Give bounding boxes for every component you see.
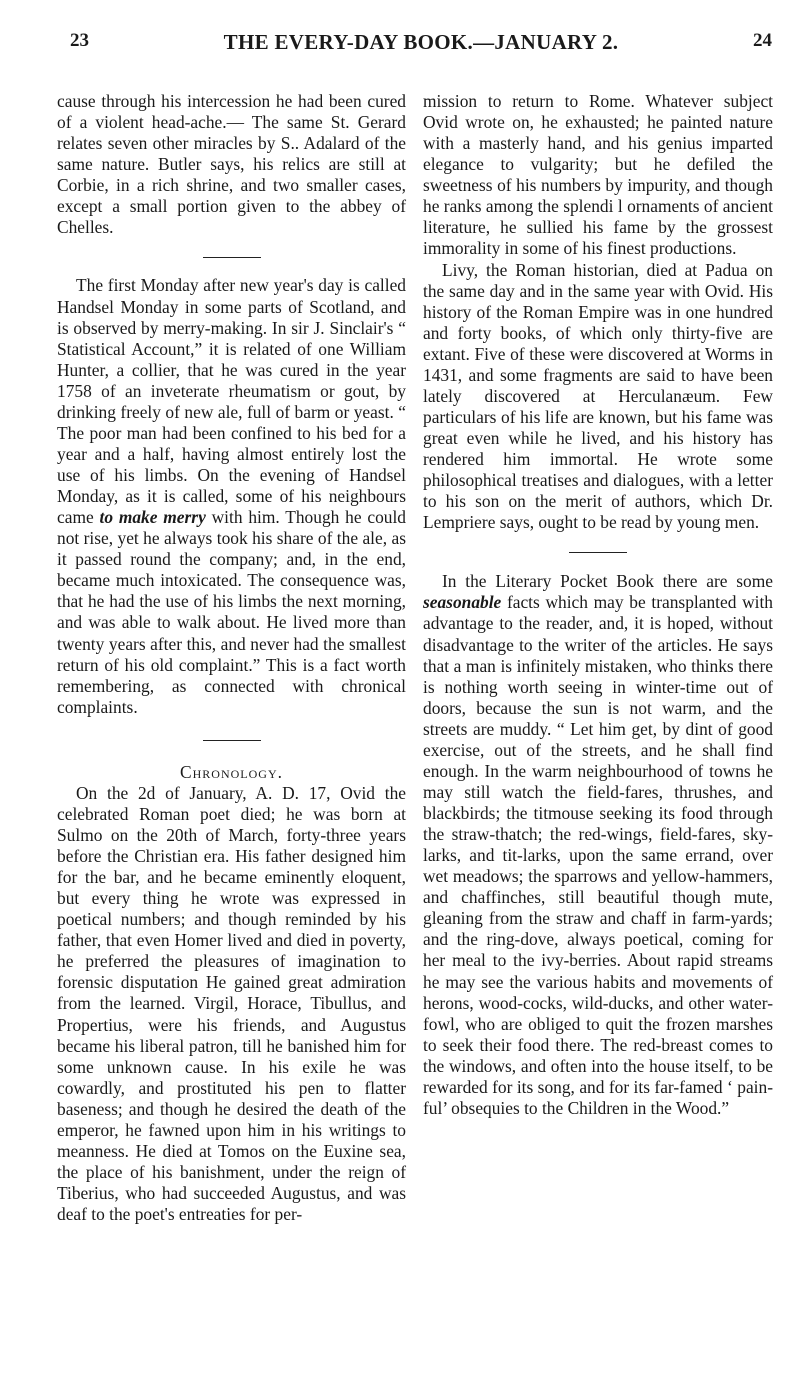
text-segment: with him. Though he could not rise, yet he always took his share of the ale, as it passed round the company; and, in the end, became much intoxicated. The consequence was, that he had the use of his limbs the next morning, and was able to walk about. He lived more than twenty years after this, and never had the smallest return of his old complaint.” This is a fact worth remembering, as connected with chronical complaints.	[57, 507, 407, 717]
section-heading-chronology: Chronology.	[180, 761, 283, 782]
text-segment: In the Literary Pocket Book there are some	[442, 571, 773, 592]
paragraph-handsel-monday	[57, 275, 406, 717]
paragraph-livy: Livy, the Roman historian, died at Padua on the same day and in the same year with Ovid. His history of the Roman Empire was in one hundred and forty books, of which only thirty-five are extant. Five of these were discovered at Worms in 1431, and some fragments are said to have been lately discovered at Herculanæum. Few particulars of his life are known, but his fame was great even while he lived, and his history has rendered him immortal. He wrote some philosophical treatises and dialogues, with a letter to his son on the merit of authors, which Dr. Lempriere says, ought to be read by young men.	[423, 259, 773, 533]
left-column	[57, 91, 406, 1225]
page-number-right: 24	[753, 30, 772, 51]
section-divider	[423, 533, 773, 571]
paragraph-ovid: On the 2d of January, A. D. 17, Ovid the celebrated Roman poet died; he was born at Sulmo on the 20th of March, forty-three years before the Christian era. His father designed him for the bar, and he became eminently eloquent, but every thing he wrote was expressed in poetical numbers; and though reminded by his father, that even Homer lived and died in poverty, he preferred the pleasures of imagination to forensic disputation He gained great admiration from the learned. Virgil, Horace, Tibullus, and Propertius, were his friends, and Augustus became his liberal patron, till he banished him for some unknown cause. In his exile he was cowardly, and prostituted his pen to flatter baseness; and though he desired the death of the emperor, he fawned upon him in his writings to meanness. He died at Tomos on the Euxine sea, the place of his banishment, under the reign of Tiberius, who had succeeded Augustus, and was deaf to the poet's entreaties for per-	[57, 782, 406, 1225]
running-header	[70, 30, 772, 56]
right-column	[423, 91, 773, 1119]
italic-phrase: to make merry	[99, 507, 206, 528]
section-divider	[57, 238, 406, 275]
italic-word: seasonable	[423, 592, 502, 613]
running-title: THE EVERY-DAY BOOK.—JANUARY 2.	[223, 30, 619, 54]
paragraph-relics: cause through his intercession he had been cured of a violent head-ache.— The same St. Gerard relates seven other miracles by S.. Adalard of the same nature. Butler says, his relics are still at Corbie, in a rich shrine, and two smaller cases, except a small portion given to the abbey of Chelles.	[57, 91, 406, 238]
text-segment: facts which may be transplanted with advantage to the reader, and, it is hoped, without disadvantage to the writer of the articles. He says that a man is infinitely mistaken, who thinks there is nothing worth seeing in winter-time out of doors, because the sun is not warm, and the streets are muddy. “ Let him get, by dint of good exercise, out of the streets, and he shall find enough. In the warm neighbourhood of towns he may still watch the field-fares, thrushes, and blackbirds; the titmouse seeking its food through the straw-thatch; the red-wings, field-fares, sky-larks, and tit-larks, upon the same errand, over wet meadows; the sparrows and yellow-hammers, and chaffinches, still beautiful though mute, gleaning from the straw and chaff in farm-yards; and the ring-dove, always poetical, coming for her meal to the ivy-berries. About rapid streams he may see the various habits and movements of herons, wood-cocks, wild-ducks, and other water-fowl, who are obliged to quit the frozen marshes to seek their food there. The red-breast comes to the windows, and often into the house itself, to be rewarded for its song, and for its far-famed ‘ pain-ful’ obsequies to the Children in the Wood.”	[423, 592, 773, 1118]
page-number-left: 23	[70, 30, 89, 51]
text-segment: The first Monday after new year's day is called Handsel Monday in some parts of Scotland, and is observed by merry-making. In sir J. Sinclair's “ Statistical Account,” it is related of one William Hunter, a collier, that he was cured in the year 1758 of an inveterate rheumatism or gout, by drinking freely of new ale, full of barm or yeast. “ The poor man had been confined to his bed for a year and a half, having almost entirely lost the use of his limbs. On the evening of Handsel Monday, as it is called, some of his neighbours came	[57, 275, 406, 528]
section-divider	[57, 718, 406, 762]
paragraph-ovid-continued: mission to return to Rome. Whatever subject Ovid wrote on, he exhausted; he painted nature with a masterly hand, and his genius imparted elegance to vulgarity; but he defiled the sweetness of his numbers by impurity, and though he ranks among the splendi l ornaments of ancient literature, he sullied his fame by the grossest immorality in some of his finest productions.	[423, 91, 773, 259]
paragraph-pocket-book	[423, 571, 773, 1119]
